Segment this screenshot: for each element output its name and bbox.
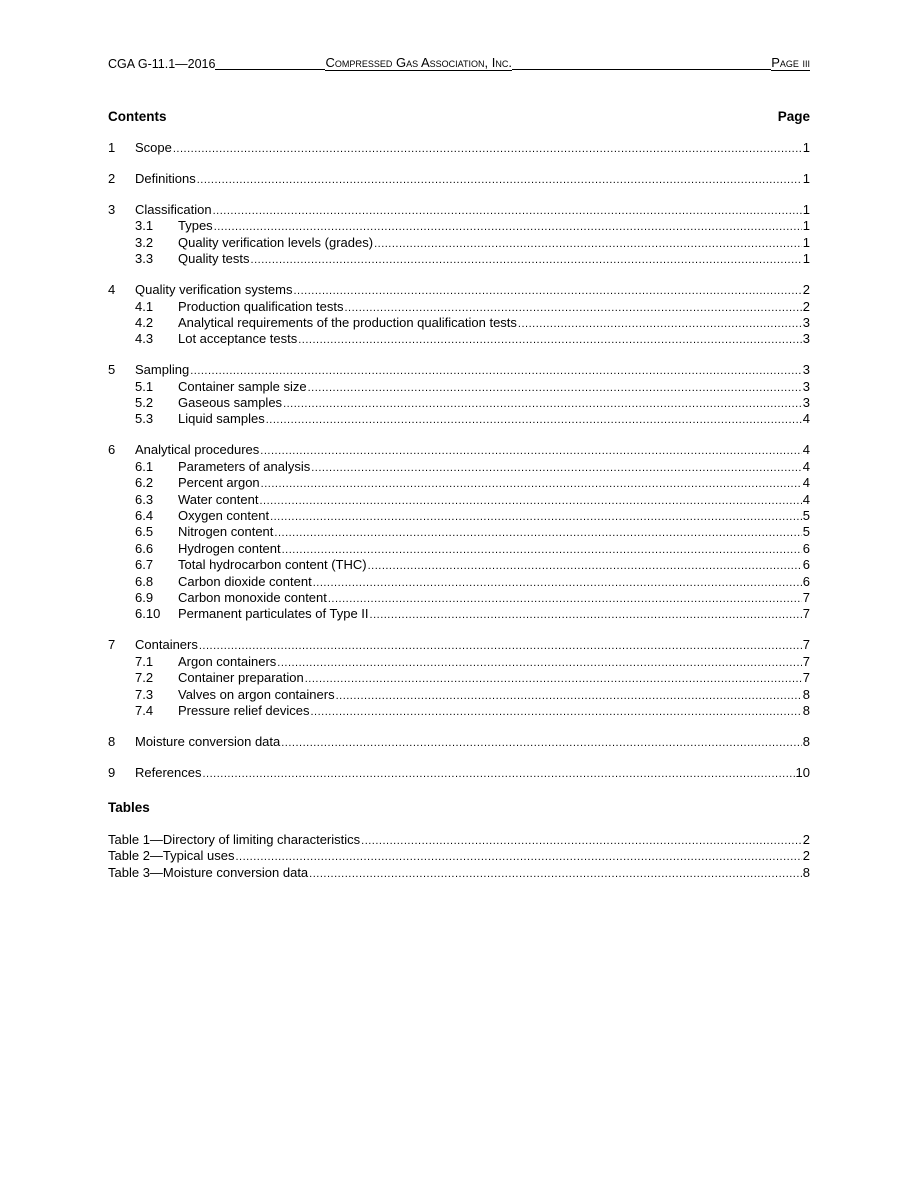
- section-title: Scope: [135, 140, 172, 155]
- page-number: 4: [802, 442, 810, 458]
- page-number: 4: [802, 411, 810, 427]
- toc-subentry[interactable]: [108, 459, 810, 475]
- dot-leader: [309, 866, 802, 882]
- subsection-title: Carbon monoxide content: [178, 589, 327, 605]
- dot-leader: [336, 688, 802, 704]
- page-number: 8: [802, 686, 810, 702]
- section-number: 3: [108, 201, 116, 217]
- toc-subentry[interactable]: [108, 235, 810, 251]
- subsection-title: Quality verification levels (grades): [178, 234, 374, 250]
- subsection-title: Gaseous samples: [178, 395, 283, 411]
- section-title: Moisture conversion data: [135, 733, 281, 749]
- page-number: 4: [802, 491, 810, 507]
- section-number: 2: [108, 170, 116, 186]
- subsection-number: 6.7: [135, 557, 154, 573]
- subsection-number: 5.2: [135, 395, 154, 411]
- toc-subentry[interactable]: [108, 475, 810, 491]
- toc-subentry[interactable]: [108, 557, 810, 573]
- toc-subentry[interactable]: [108, 590, 810, 606]
- page-number: 7: [802, 653, 810, 669]
- dot-leader: [283, 396, 802, 412]
- dot-leader: [294, 283, 802, 299]
- page-column-heading: Page: [777, 109, 810, 124]
- subsection-title: Total hydrocarbon content (THC): [178, 557, 367, 573]
- section-title: Analytical procedures: [135, 442, 260, 458]
- list-of-tables: [108, 832, 810, 881]
- dot-leader: [361, 833, 802, 849]
- page-number: 3: [802, 395, 810, 411]
- section-title: Definitions: [135, 170, 196, 186]
- page-number: 8: [802, 702, 810, 718]
- subsection-number: 3.1: [135, 218, 154, 234]
- subsection-title: Types: [178, 218, 213, 234]
- page-number: Page iii: [771, 55, 810, 70]
- subsection-number: 3.3: [135, 251, 154, 267]
- section-number: 7: [108, 637, 116, 653]
- dot-leader: [274, 525, 801, 541]
- table-title: Table 1—Directory of limiting characteristics: [108, 832, 361, 847]
- document-id: CGA G-11.1—2016: [108, 57, 216, 71]
- toc-subentry[interactable]: [108, 331, 810, 347]
- toc-subentry[interactable]: [108, 703, 810, 719]
- dot-leader: [311, 460, 802, 476]
- dot-leader: [199, 638, 802, 654]
- contents-heading-row: [108, 109, 810, 125]
- page-number: 6: [802, 557, 810, 573]
- subsection-number: 6.6: [135, 540, 154, 556]
- dot-leader: [305, 671, 802, 687]
- dot-leader: [259, 493, 801, 509]
- toc-subentry[interactable]: [108, 411, 810, 427]
- subsection-number: 3.2: [135, 234, 154, 250]
- toc-subentry[interactable]: [108, 315, 810, 331]
- subsection-number: 7.3: [135, 686, 154, 702]
- subsection-title: Container sample size: [178, 378, 307, 394]
- section-title: Containers: [135, 637, 198, 653]
- dot-leader: [270, 509, 802, 525]
- toc-subentry[interactable]: [108, 508, 810, 524]
- running-header: [108, 55, 810, 71]
- subsection-number: 6.9: [135, 589, 154, 605]
- table-entry[interactable]: [108, 848, 810, 864]
- subsection-number: 4.1: [135, 298, 154, 314]
- section-number: 4: [108, 282, 116, 298]
- subsection-title: Percent argon: [178, 475, 260, 491]
- dot-leader: [368, 558, 802, 574]
- toc-subentry[interactable]: [108, 379, 810, 395]
- dot-leader: [251, 252, 802, 268]
- page-number: 10: [795, 764, 810, 780]
- page-number: 3: [802, 378, 810, 394]
- subsection-number: 6.4: [135, 508, 154, 523]
- subsection-title: Liquid samples: [178, 411, 265, 427]
- toc-entry[interactable]: [108, 140, 810, 156]
- toc-entry[interactable]: [108, 171, 810, 187]
- subsection-title: Nitrogen content: [178, 524, 274, 540]
- page-number: 7: [802, 637, 810, 653]
- header-rule: [512, 69, 771, 70]
- page-number: 7: [802, 589, 810, 605]
- dot-leader: [518, 316, 802, 332]
- dot-leader: [298, 332, 802, 348]
- page-number: 5: [802, 508, 810, 523]
- dot-leader: [344, 300, 801, 316]
- dot-leader: [197, 172, 802, 188]
- subsection-title: Pressure relief devices: [178, 702, 310, 718]
- table-of-contents: [108, 140, 810, 781]
- toc-entry[interactable]: [108, 282, 810, 298]
- subsection-title: Parameters of analysis: [178, 458, 311, 474]
- subsection-number: 6.1: [135, 458, 154, 474]
- section-title: Sampling: [135, 362, 190, 378]
- table-title: Table 3—Moisture conversion data: [108, 864, 309, 880]
- subsection-title: Container preparation: [178, 670, 304, 686]
- page-number: 1: [802, 218, 810, 234]
- page-number: 1: [802, 201, 810, 217]
- page-number: 2: [802, 298, 810, 314]
- page-number: 6: [802, 540, 810, 556]
- subsection-number: 5.3: [135, 411, 154, 427]
- page-number: 1: [802, 140, 810, 155]
- dot-leader: [282, 542, 802, 558]
- page-number: 8: [802, 864, 810, 880]
- subsection-number: 6.5: [135, 524, 154, 540]
- toc-subentry[interactable]: [108, 218, 810, 234]
- toc-subentry[interactable]: [108, 395, 810, 411]
- dot-leader: [311, 704, 802, 720]
- page-number: 7: [802, 670, 810, 686]
- toc-subentry[interactable]: [108, 299, 810, 315]
- toc-entry[interactable]: [108, 734, 810, 750]
- toc-entry[interactable]: [108, 202, 810, 218]
- dot-leader: [374, 236, 802, 252]
- dot-leader: [277, 655, 801, 671]
- subsection-number: 7.1: [135, 653, 154, 669]
- dot-leader: [281, 735, 802, 751]
- page-number: 4: [802, 475, 810, 491]
- subsection-number: 4.3: [135, 331, 154, 347]
- section-number: 9: [108, 764, 116, 780]
- page-number: 2: [802, 832, 810, 847]
- dot-leader: [260, 443, 801, 459]
- section-number: 1: [108, 140, 116, 155]
- contents-heading: Contents: [108, 109, 167, 124]
- toc-entry[interactable]: [108, 362, 810, 378]
- table-title: Table 2—Typical uses: [108, 848, 235, 864]
- section-number: 8: [108, 733, 116, 749]
- subsection-title: Analytical requirements of the production qualification tests: [178, 314, 517, 330]
- subsection-title: Water content: [178, 491, 259, 507]
- page-number: 2: [802, 282, 810, 298]
- subsection-number: 7.4: [135, 702, 154, 718]
- section-title: Quality verification systems: [135, 282, 293, 298]
- page-number: 3: [802, 314, 810, 330]
- section-number: 5: [108, 362, 116, 378]
- page-number: 3: [802, 362, 810, 378]
- dot-leader: [214, 219, 802, 235]
- toc-subentry[interactable]: [108, 251, 810, 267]
- subsection-number: 7.2: [135, 670, 154, 686]
- page-number: 1: [802, 251, 810, 267]
- page-number: 4: [802, 458, 810, 474]
- toc-subentry[interactable]: [108, 606, 810, 622]
- toc-subentry[interactable]: [108, 654, 810, 670]
- dot-leader: [266, 412, 802, 428]
- dot-leader: [173, 141, 802, 157]
- subsection-number: 6.8: [135, 573, 154, 589]
- page-number: 8: [802, 733, 810, 749]
- dot-leader: [370, 607, 802, 623]
- dot-leader: [261, 476, 802, 492]
- page-number: 6: [802, 573, 810, 589]
- toc-subentry[interactable]: [108, 574, 810, 590]
- subsection-title: Quality tests: [178, 251, 250, 267]
- toc-subentry[interactable]: [108, 541, 810, 557]
- subsection-title: Hydrogen content: [178, 540, 281, 556]
- subsection-title: Valves on argon containers: [178, 686, 335, 702]
- page-number: 1: [802, 170, 810, 186]
- subsection-title: Argon containers: [178, 653, 277, 669]
- dot-leader: [190, 363, 802, 379]
- toc-subentry[interactable]: [108, 524, 810, 540]
- page-number: 7: [802, 606, 810, 622]
- subsection-title: Oxygen content: [178, 508, 270, 523]
- subsection-title: Permanent particulates of Type II: [178, 606, 369, 622]
- toc-entry[interactable]: [108, 442, 810, 458]
- subsection-number: 6.2: [135, 475, 154, 491]
- subsection-title: Production qualification tests: [178, 298, 344, 314]
- table-entry[interactable]: [108, 865, 810, 881]
- organization-name: Compressed Gas Association, Inc.: [325, 55, 512, 70]
- dot-leader: [328, 591, 802, 607]
- tables-heading-row: [108, 800, 810, 816]
- page-number: 3: [802, 331, 810, 347]
- page-number: 1: [802, 234, 810, 250]
- dot-leader: [213, 203, 802, 219]
- toc-entry[interactable]: [108, 765, 810, 781]
- subsection-title: Carbon dioxide content: [178, 573, 312, 589]
- subsection-number: 6.10: [135, 606, 161, 622]
- section-number: 6: [108, 442, 116, 458]
- section-title: Classification: [135, 201, 212, 217]
- dot-leader: [202, 766, 794, 782]
- subsection-title: Lot acceptance tests: [178, 331, 298, 347]
- toc-subentry[interactable]: [108, 670, 810, 686]
- toc-subentry[interactable]: [108, 687, 810, 703]
- section-title: References: [135, 764, 202, 780]
- page-number: 2: [802, 848, 810, 864]
- subsection-number: 6.3: [135, 491, 154, 507]
- toc-entry[interactable]: [108, 637, 810, 653]
- table-entry[interactable]: [108, 832, 810, 848]
- dot-leader: [235, 849, 801, 865]
- toc-subentry[interactable]: [108, 492, 810, 508]
- dot-leader: [308, 380, 802, 396]
- subsection-number: 4.2: [135, 314, 154, 330]
- tables-heading: Tables: [108, 800, 150, 815]
- dot-leader: [313, 575, 802, 591]
- subsection-number: 5.1: [135, 378, 154, 394]
- page-number: 5: [802, 524, 810, 540]
- header-rule: [215, 69, 325, 70]
